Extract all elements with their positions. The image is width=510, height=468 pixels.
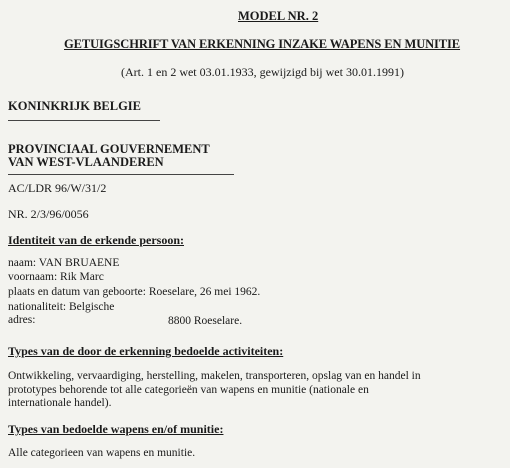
- divider: [8, 174, 234, 175]
- address-label: adres:: [8, 314, 36, 326]
- activities-line-2: prototypes behorende tot alle categorieën van wapens en munitie (nationale en: [8, 384, 369, 396]
- activities-heading: Types van de door de erkenning bedoelde activiteiten:: [8, 344, 284, 358]
- weapons-heading: Types van bedoelde wapens en/of munitie:: [8, 422, 224, 436]
- birth-field: plaats en datum van geboorte: Roeselare, 26 mei 1962.: [8, 286, 261, 298]
- document-title: GETUIGSCHRIFT VAN ERKENNING INZAKE WAPENS EN MUNITIE: [64, 37, 461, 51]
- government-line-1: PROVINCIAAL GOUVERNEMENT: [8, 142, 210, 156]
- legal-reference: (Art. 1 en 2 wet 03.01.1933, gewijzigd bij wet 30.01.1991): [121, 65, 404, 79]
- model-number: MODEL NR. 2: [238, 9, 319, 23]
- identity-heading: Identiteit van de erkende persoon:: [8, 233, 184, 247]
- activities-line-3: internationale handel).: [8, 397, 112, 409]
- address-value: 8800 Roeselare.: [168, 315, 243, 327]
- first-name-field: voornaam: Rik Marc: [8, 271, 104, 283]
- name-field: naam: VAN BRUAENE: [8, 257, 120, 269]
- divider: [8, 120, 160, 121]
- activities-line-1: Ontwikkeling, vervaardiging, herstelling, makelen, transporteren, opslag van en handel in: [8, 370, 421, 382]
- file-reference: AC/LDR 96/W/31/2: [8, 181, 107, 195]
- weapons-value: Alle categorieen van wapens en munitie.: [8, 447, 196, 459]
- document-number: NR. 2/3/96/0056: [8, 207, 89, 221]
- kingdom-heading: KONINKRIJK BELGIE: [8, 99, 142, 113]
- government-line-2: VAN WEST-VLAANDEREN: [8, 155, 164, 169]
- nationality-field: nationaliteit: Belgische: [8, 301, 115, 313]
